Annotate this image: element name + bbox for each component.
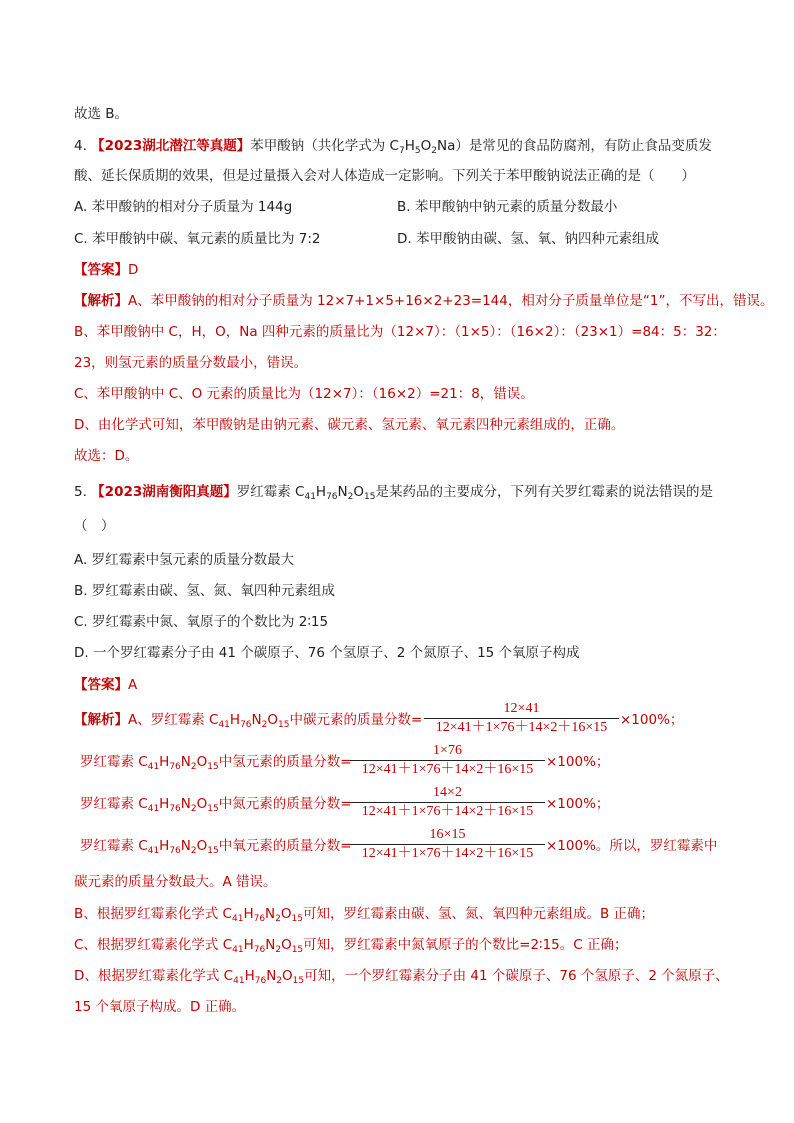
fraction-carbon: 12×41 12×41＋1×76＋14×2＋16×15: [424, 700, 619, 737]
option-c: C. 苯甲酸钠中碳、氧元素的质量比为 7:2: [74, 231, 321, 247]
fraction-hydrogen: 1×76 12×41＋1×76＋14×2＋16×15: [350, 742, 545, 779]
analysis-line: 罗红霉素 $C_{41}H_{76}N_2O_{15}$中氧元素的质量分数=: [80, 838, 352, 856]
analysis-line: C、苯甲酸钠中 C、O 元素的质量比为（12×7）：（16×2）=21：8，错误。: [74, 386, 534, 402]
analysis-line: 【解析】A、罗红霉素 $C_{41}H_{76}N_2O_{15}$中碳元素的质量分数=: [74, 712, 423, 730]
percent: ×100%；: [546, 754, 610, 770]
option-a: A. 苯甲酸钠的相对分子质量为 144g: [74, 199, 293, 215]
question-4-stem: 4. 【2023湖北潜江等真题】苯甲酸钠（共化学式为 $C_7H_5O_2Na$）是常见的食品防腐剂，有防止食品变质发: [74, 138, 712, 156]
analysis-line: D、根据罗红霉素化学式 $C_{41}H_{76}N_2O_{15}$可知，一个罗红霉素分子由 41 个碳原子、76 个氢原子、2 个氮原子、: [74, 968, 729, 986]
analysis-line: C、根据罗红霉素化学式 $C_{41}H_{76}N_2O_{15}$可知，罗红霉素中氮氧原子的个数比=2∶15。C 正确；: [74, 937, 628, 955]
option-b: B. 苯甲酸钠中钠元素的质量分数最小: [397, 199, 618, 215]
question-source: 【2023湖南衡阳真题】: [91, 484, 237, 500]
analysis-line: 故选：D。: [74, 448, 139, 464]
percent: ×100%；: [546, 796, 610, 812]
option-b: B. 罗红霉素由碳、氢、氮、氧四种元素组成: [74, 583, 335, 599]
option-d: D. 一个罗红霉素分子由 41 个碳原子、76 个氢原子、2 个氮原子、15 个氧原子构成: [74, 645, 580, 661]
analysis-line: 碳元素的质量分数最大。A 错误。: [74, 874, 277, 890]
fraction-nitrogen: 14×2 12×41＋1×76＋14×2＋16×15: [350, 784, 545, 821]
analysis-line: D、由化学式可知，苯甲酸钠是由钠元素、碳元素、氢元素、氧元素四种元素组成的，正确。: [74, 417, 625, 433]
analysis-line: B、根据罗红霉素化学式 $C_{41}H_{76}N_2O_{15}$可知，罗红霉素由碳、氢、氮、氧四种元素组成。B 正确；: [74, 906, 655, 924]
question-5-paren: （ ）: [74, 518, 115, 534]
analysis-line: B、苯甲酸钠中 C，H，O，Na 四种元素的质量比为（12×7）：（1×5）：（16×2）：（23×1）=84：5：32：: [74, 324, 726, 340]
option-c: C. 罗红霉素中氮、氧原子的个数比为 2∶15: [74, 614, 329, 630]
question-5-stem: 5. 【2023湖南衡阳真题】罗红霉素 $C_{41}H_{76}N_2O_{15}$是某药品的主要成分，下列有关罗红霉素的说法错误的是: [74, 484, 713, 502]
analysis-line: 罗红霉素 $C_{41}H_{76}N_2O_{15}$中氢元素的质量分数=: [80, 754, 352, 772]
text-line: 故选 B。: [74, 106, 129, 122]
option-d: D. 苯甲酸钠由碳、氢、氧、钠四种元素组成: [397, 231, 659, 247]
analysis-line: 罗红霉素 $C_{41}H_{76}N_2O_{15}$中氮元素的质量分数=: [80, 796, 352, 814]
question-source: 【2023湖北潜江等真题】: [91, 138, 251, 154]
answer-line: 【答案】A: [74, 677, 138, 693]
analysis-line: 15 个氧原子构成。D 正确。: [74, 999, 246, 1015]
question-4-stem-line2: 酸、延长保质期的效果，但是过量摄入会对人体造成一定影响。下列关于苯甲酸钠说法正确的是（ ）: [74, 168, 695, 184]
percent: ×100%；: [620, 712, 684, 728]
fraction-oxygen: 16×15 12×41＋1×76＋14×2＋16×15: [350, 826, 545, 863]
analysis-line: 【解析】A、苯甲酸钠的相对分子质量为 12×7+1×5+16×2+23=144，相对分子质量单位是“1”，不写出，错误。: [74, 293, 774, 309]
option-a: A. 罗红霉素中氢元素的质量分数最大: [74, 552, 295, 568]
answer-line: 【答案】D: [74, 262, 139, 278]
analysis-line: 23，则氢元素的质量分数最小，错误。: [74, 355, 308, 371]
percent: ×100%。所以，罗红霉素中: [546, 838, 718, 854]
